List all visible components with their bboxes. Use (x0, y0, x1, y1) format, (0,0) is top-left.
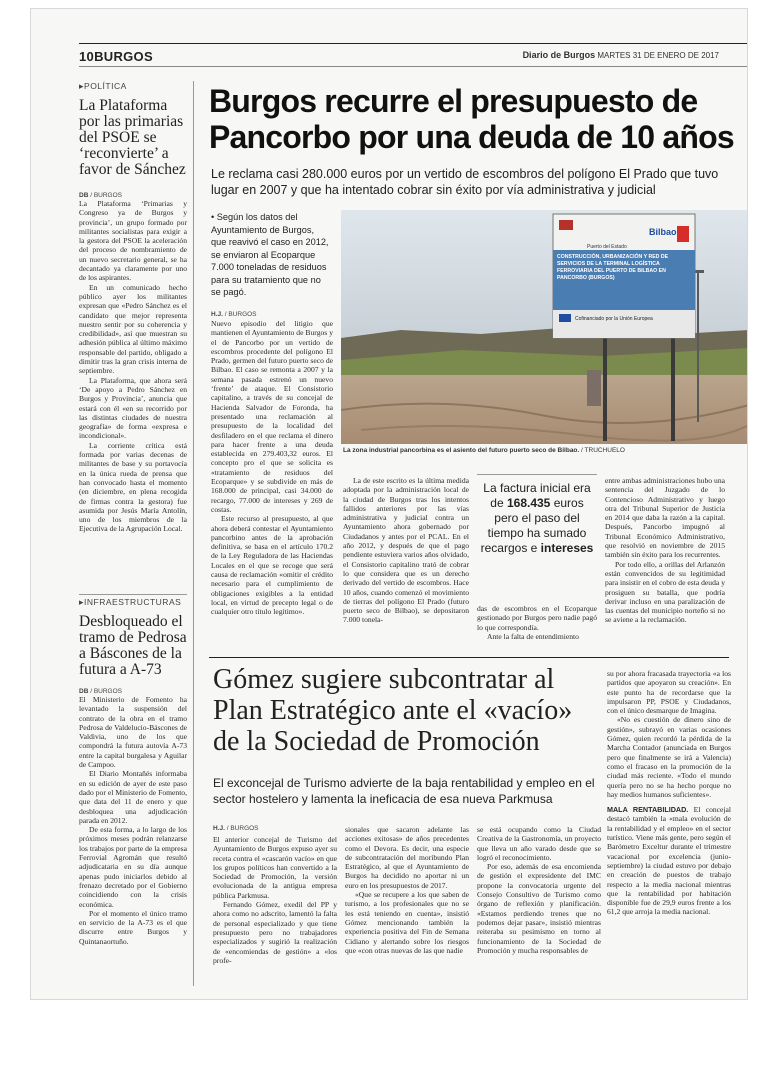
byline-place: BURGOS (93, 688, 122, 695)
article1-col2 (343, 476, 469, 625)
article1-bullet: • Según los datos del Ayuntamiento de Burgos, que reavivó el caso en 2012, se enviaron al Ecoparque 7.000 toneladas de residuos para su tratamiento que no se pagó. (211, 212, 329, 297)
article1-col1 (211, 319, 333, 617)
article2-col2 (345, 825, 469, 955)
section-lead: MALA RENTABILIDAD. (607, 805, 689, 815)
article1-photo-caption: La zona industrial pancorbina es el asiento del futuro puerto seco de Bilbao. / TRUCHUELO (343, 447, 625, 454)
paragraph: Por eso, además de esa encomienda de gestión el expresidente del IMC propone la convocatoria urgente del Consejo Consultivo de Turismo como órgano de reflexión y planificación. «Estamos perdiendo trenes que no podemos dejar pasar», insistió mientras reiteraba su pesimismo en torno al funcionamiento de la Sociedad de Promoción y mucha responsables de (477, 862, 601, 955)
sidebar-column-rule (193, 81, 194, 986)
byline-infra: DB / BURGOS (79, 688, 122, 695)
byline-place: BURGOS (93, 192, 122, 199)
article1-bullet-text: Según los datos del Ayuntamiento de Burgos, que reavivó el caso en 2012, se enviaron al Ecoparque 7.000 toneladas de residuos para su tratamiento que no se pagó. (211, 212, 329, 297)
paragraph: se está ocupando como la Ciudad Creativa de la Gastronomía, un proyecto que lleva un año varado desde que se logró el reconocimiento. (477, 825, 601, 862)
paragraph: La de este escrito es la última medida adoptada por la administración local de la ciudad de Burgos tras los intentos fallidos anteriores por las vías administrativa y judicial contra un Ayuntamiento ahora gobernado por Ciudadanos y antes por el PCAL. En el año 2012, y después de que el pago pendiente estuviera varios años olvidado, el Consistorio capitalino trató de cobrar lo que considera que es un derecho derivado del vertido de escombros. Hace 10 años, cuando comenzó el movimiento de tierras del polígono El Prado (futuro puerto seco de Bilbao), se depositaron 7.000 tonela- (343, 476, 469, 625)
header-rule (79, 43, 748, 44)
byline-politica: DB / BURGOS (79, 192, 122, 199)
paragraph: Por todo ello, a orillas del Arlanzón están convencidos de su legitimidad para insistir en el cobro de esta deuda y prosiguen su batalla, que podría derivar incluso en una paralización de las cuentas del municipio norteño si no se aviene a la reclamación. (605, 559, 725, 625)
article-separator (209, 657, 729, 658)
sign-eu-text: Cofinanciado por la Unión Europea (575, 316, 653, 322)
paragraph: El Ministerio de Fomento ha levantado la suspensión del contrato de la obra en el tramo Pedrosa de Valdelucio-Báscones de Valdivia, uno de los que compondrá la futura autovía A-73 entre la capital burgalesa y Aguilar de Campoo. (79, 695, 187, 770)
paragraph: De esta forma, a lo largo de los próximos meses podrán relanzarse los trabajos por parte de la empresa Ferrovial Agromán que resultó adjudicataria en su día aunque apenas pudo iniciarlos debido al frenazo decretado por el Gobierno coincidiendo con la crisis económica. (79, 825, 187, 909)
article1-col4 (605, 476, 725, 625)
sidebar-headline-politica: La Plataforma por las primarias del PSOE se ‘reconvierte’ a favor de Sánchez (79, 97, 186, 178)
paragraph: El Diario Montañés informaba en su edición de ayer de este paso dado por el Ministerio de Fomento, que data del 11 de enero y que desbloquea una adjudicación parada en 2012. (79, 769, 187, 825)
paragraph: Fernando Gómez, exedil del PP y ahora como no adscrito, lamentó la falta de personal especializado y que tiene presupuesto pero no trabajadores especializados y sugirió la realización de «encomiendas de gestión» a «los profe- (213, 900, 337, 965)
article1-headline: Burgos recurre el presupuesto de Pancorbo por una deuda de 10 años (209, 83, 734, 155)
pullquote-text (477, 481, 597, 556)
issue-date: MARTES 31 DE ENERO DE 2017 (597, 51, 719, 60)
paragraph: La corriente crítica está formada por varias decenas de militantes de base y su portavocía en la única rueda de prensa que han convocado hasta el momento (en diciembre, en plena recogida de firmas contra la gestora) fue asumida por Jesús María Antolín, uno de los miembros de la Ejecutiva de la Agrupación Local. (79, 440, 187, 534)
byline-agency: DB (79, 688, 89, 695)
article1-pullquote (477, 474, 597, 556)
article1-bullet-box (211, 211, 331, 299)
sign-top-text: Puerto del Estado (587, 244, 627, 250)
article2-headline: Gómez sugiere subcontratar al Plan Estratégico ante el «vacío» de la Sociedad de Promoción (213, 664, 573, 757)
section-lead-text: El concejal destacó también la «mala evolución de la rentabilidad y el empleo» en el sector turístico. Viene más gente, pero según el Barómetro Exceltur durante el trimestre vacacional por excelencia (junio-septiembre) la ciudad estuvo por debajo en creación de puestos de trabajo respecto a la media nacional mientras que la rentabilidad por habitación disponible fue de 29,9 euros frente a los 61,2 que arroja la media nacional. (607, 805, 732, 917)
paragraph: sionales que sacaron adelante las acciones exitosas» de años precedentes como el Devora. Es decir, una especie de subcontratación del moribundo Plan Estratégico, al que el Ayuntamiento de Burgos ha decidido no aportar ni un euro en los presupuestos de 2017. (345, 825, 469, 890)
paragraph: Ante la falta de entendimiento (487, 631, 579, 641)
paragraph: Este recurso al presupuesto, al que ahora deberá contestar el Ayuntamiento pancorbino antes de la aprobación definitiva, se basa en el artículo 170.2 de la Ley Reguladora de las Haciendas Locales en el que se recoge que será causa de reclamación «omitir el crédito necesario para el cumplimiento de obligaciones exigibles a la entidad local, en virtud de precepto legal o de cualquier otro título legítimo». (211, 514, 333, 617)
article2-byline: H.J. / BURGOS (213, 825, 259, 832)
paragraph: su por ahora fracasada trayectoria «a los partidos que apoyaron su creación». En este punto ha de recordarse que la impulsaron PP, PSOE y Ciudadanos, con el único desmarque de Imagina. (607, 669, 731, 716)
article2-col3 (477, 825, 601, 955)
sign-main-text: CONSTRUCCIÓN, URBANIZACIÓN Y RED DE SERVICIOS DE LA TERMINAL LOGÍSTICA FERROVIARIA DEL PUERTO DE BILBAO EN PANCORBO (BURGOS) (557, 254, 669, 281)
paragraph: entre ambas administraciones hubo una sentencia del Juzgado de lo Contencioso Administrativo y luego otra del Tribunal Superior de Justicia en 2014 que daba la razón a la capital. Después, Pancorbo impugnó al Tribunal Económico Administrativo, que resolvió en noviembre de 2015 también sin éxito para los recurrentes. (605, 476, 725, 560)
paragraph (607, 805, 731, 917)
article1-subhead: Le reclama casi 280.000 euros por un vertido de escombros del polígono El Prado que tuvo lugar en 2007 y que ha intentado cobrar sin éxito por vía administrativa y judicial (211, 167, 719, 197)
sidebar-divider (79, 594, 187, 595)
paragraph: Por el momento el único tramo en servicio de la A-73 es el que discurre entre Burgos y Quintanaortuño. (79, 908, 187, 946)
pullquote-mid: euros pero el paso del tiempo ha sumado recargos e (480, 496, 587, 555)
body-infra (79, 695, 187, 946)
byline-place: BURGOS (228, 311, 257, 318)
paragraph: La Plataforma ‘Primarias y Congreso ya de Burgos y provincia’, un grupo formado por militantes socialistas para exigir a la gestora del PSOE la aceleración del proceso de nombramiento de un nuevo secretario general, se ha decantado ya claramente por uno de los aspirantes. (79, 199, 187, 283)
article2-col1 (213, 835, 337, 965)
kicker-infraestructuras: ▸ INFRAESTRUCTURAS (79, 597, 187, 608)
kicker-politica: ▸ POLÍTICA (79, 81, 187, 92)
paragraph: «Que se recupere a los que saben de turismo, a los profesionales que no se les está teniendo en cuenta», insistió Gómez mencionando también la experiencia positiva del Fin de Semana Cidiano y alertando sobre los riesgos que «con otras nuevas de las que nadie (345, 890, 469, 955)
industrial-zone-image (341, 210, 748, 444)
newspaper-name: Diario de Burgos (522, 50, 596, 60)
paragraph: En un comunicado hecho público ayer los militantes expresan que «Pedro Sánchez es el candidato que mejor representa nuestro sentir por su coherencia y credibilidad», así que muestran su adhesión pública al último máximo responsable del partido, obligado a dimitir tras la gran crisis interna de septiembre. (79, 282, 187, 376)
byline-agency: H.J. (213, 825, 225, 832)
header-rule-lower (79, 66, 748, 67)
article1-photo (341, 210, 748, 444)
byline-agency: H.J. (211, 311, 223, 318)
paragraph: «No es cuestión de dinero sino de gestión», subrayó en varias ocasiones Gómez, quien recordó la pérdida de la Marcha Contador (anunciada en Burgos pero que finalmente se irá a Valencia) como el fracaso en la promoción de la ciudad más reciente. «Todo el mundo quería pero no se ha hecho porque no hay medios humanos suficientes». (607, 715, 731, 799)
byline-place: BURGOS (230, 825, 259, 832)
newspaper-page (30, 8, 748, 1000)
pullquote-amount: 168.435 (506, 496, 551, 510)
paragraph: Nuevo episodio del litigio que mantienen el Ayuntamiento de Burgos y el de Pancorbo por un vertido de escombros procedente del polígono El Prado, germen del futuro puerto seco de Bilbao. El caso se remonta a 2007 y la semana pasada estrenó un nuevo ‘frente’ de ataque. El Consistorio capitalino, a través de su concejal de Hacienda Salvador de Foronda, ha presentado una reclamación al presupuesto de la localidad del desfiladero en el que reclama el dinero para hacer frente a una deuda establecida en 279.403,32 euros. El concepto pro el que se solicita es «tratamiento de residuos del Ecoparque» y se subdivide en más de 168.000 de principal, casi 34.000 de recargo, 77.000 de intereses y 269 de costas. (211, 319, 333, 514)
byline-agency: DB (79, 192, 89, 199)
paragraph: El anterior concejal de Turismo del Ayuntamiento de Burgos expuso ayer su receta contra el «cascarón vacío» en que los grupos políticos han convertido a la Sociedad de Promoción, la versión evolucionada de la antigua empresa pública Parkmusa. (213, 835, 337, 900)
header-masthead (523, 50, 719, 60)
sign-brand: Bilbao (649, 227, 677, 237)
pullquote-end: intereses (540, 541, 594, 555)
photo-credit: TRUCHUELO (584, 447, 625, 454)
sidebar-politica (79, 81, 187, 534)
article1-col3 (477, 604, 597, 641)
section-label (79, 49, 153, 64)
article2-subhead: El exconcejal de Turismo advierte de la baja rentabilidad y empleo en el sector hostelero y lamenta la ineficacia de esa nueva Parkmusa (213, 776, 595, 806)
article2-col4 (607, 669, 731, 917)
sidebar-infra (79, 597, 187, 946)
paragraph: das de escombros en el Ecoparque gestionado por Burgos pero nadie pagó lo que correspondía. (477, 604, 597, 632)
article1-byline: H.J. / BURGOS (211, 311, 257, 318)
page-number: 10 (79, 49, 95, 64)
sidebar-headline-infra: Desbloqueado el tramo de Pedrosa a Báscones de la futura a A-73 (79, 613, 187, 678)
pullquote-pre: La factura inicial era de (483, 481, 591, 510)
body-politica (79, 199, 187, 534)
section-name: BURGOS (94, 49, 153, 64)
paragraph: La Plataforma, que ahora será ‘De apoyo a Pedro Sánchez en Burgos y Provincia’, anuncia que estará con él «en su recorrido por las distintas ciudades de nuestra geografía» de forma «expresa e incondicional». (79, 375, 187, 441)
caption-text: La zona industrial pancorbina es el asiento del futuro puerto seco de Bilbao. (343, 447, 580, 454)
